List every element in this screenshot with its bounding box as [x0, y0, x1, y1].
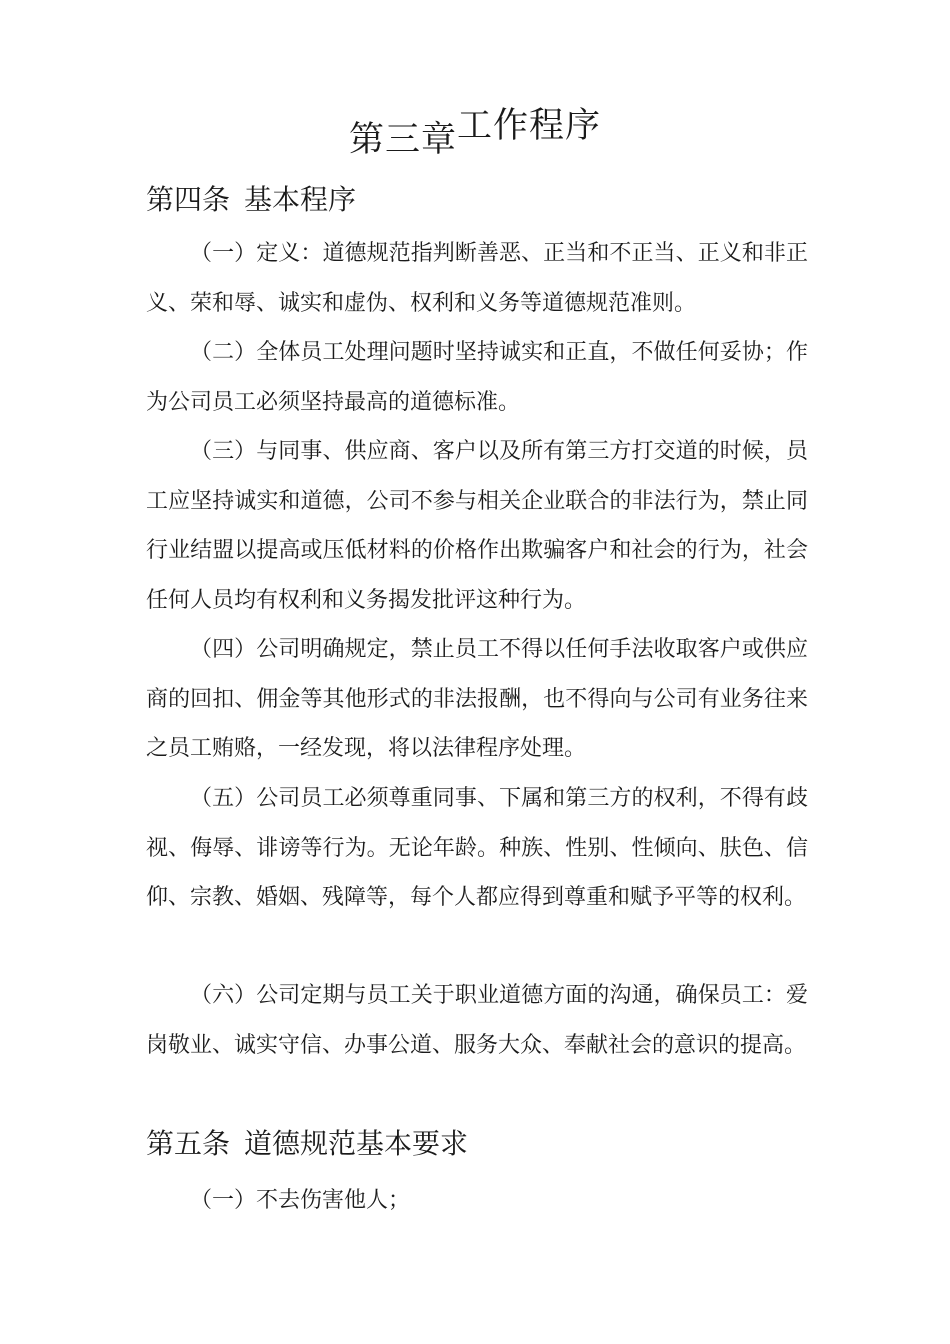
article-4-number: 第四条 — [146, 183, 231, 216]
chapter-name: 工作程序 — [457, 106, 602, 146]
article-5-title: 道德规范基本要求 — [244, 1127, 469, 1160]
article-5-number: 第五条 — [146, 1127, 231, 1160]
article-4-item-6: （六）公司定期与员工关于职业道德方面的沟通，确保员工：爱岗敬业、诚实守信、办事公道、服务大众、奉献社会的意识的提高。 — [146, 983, 808, 1058]
chapter-title — [0, 102, 950, 160]
article-4-item-5: （五）公司员工必须尊重同事、下属和第三方的权利，不得有歧视、侮辱、诽谤等行为。无论年龄。种族、性别、性倾向、肤色、信仰、宗教、婚姻、残障等，每个人都应得到尊重和赋予平等的权利。 — [146, 786, 808, 910]
article-4-item-1: （一）定义：道德规范指判断善恶、正当和不正当、正义和非正义、荣和辱、诚实和虚伪、权利和义务等道德规范准则。 — [146, 241, 808, 316]
article-4-title: 基本程序 — [244, 183, 357, 216]
article-4-item-2: （二）全体员工处理问题时坚持诚实和正直，不做任何妥协；作为公司员工必须坚持最高的道德标准。 — [146, 340, 808, 415]
article-5-item-1: （一）不去伤害他人； — [190, 1188, 411, 1213]
article-5-heading — [146, 1124, 468, 1164]
article-4-heading — [146, 180, 356, 220]
article-4-item-3: （三）与同事、供应商、客户以及所有第三方打交道的时候，员工应坚持诚实和道德，公司不参与相关企业联合的非法行为，禁止同行业结盟以提高或压低材料的价格作出欺骗客户和社会的行为，社会任何人员均有权利和义务揭发批评这种行为。 — [146, 439, 808, 613]
article-4-item-4: （四）公司明确规定，禁止员工不得以任何手法收取客户或供应商的回扣、佣金等其他形式的非法报酬，也不得向与公司有业务往来之员工贿赂，一经发现，将以法律程序处理。 — [146, 637, 808, 761]
chapter-number: 第三章 — [348, 120, 457, 160]
